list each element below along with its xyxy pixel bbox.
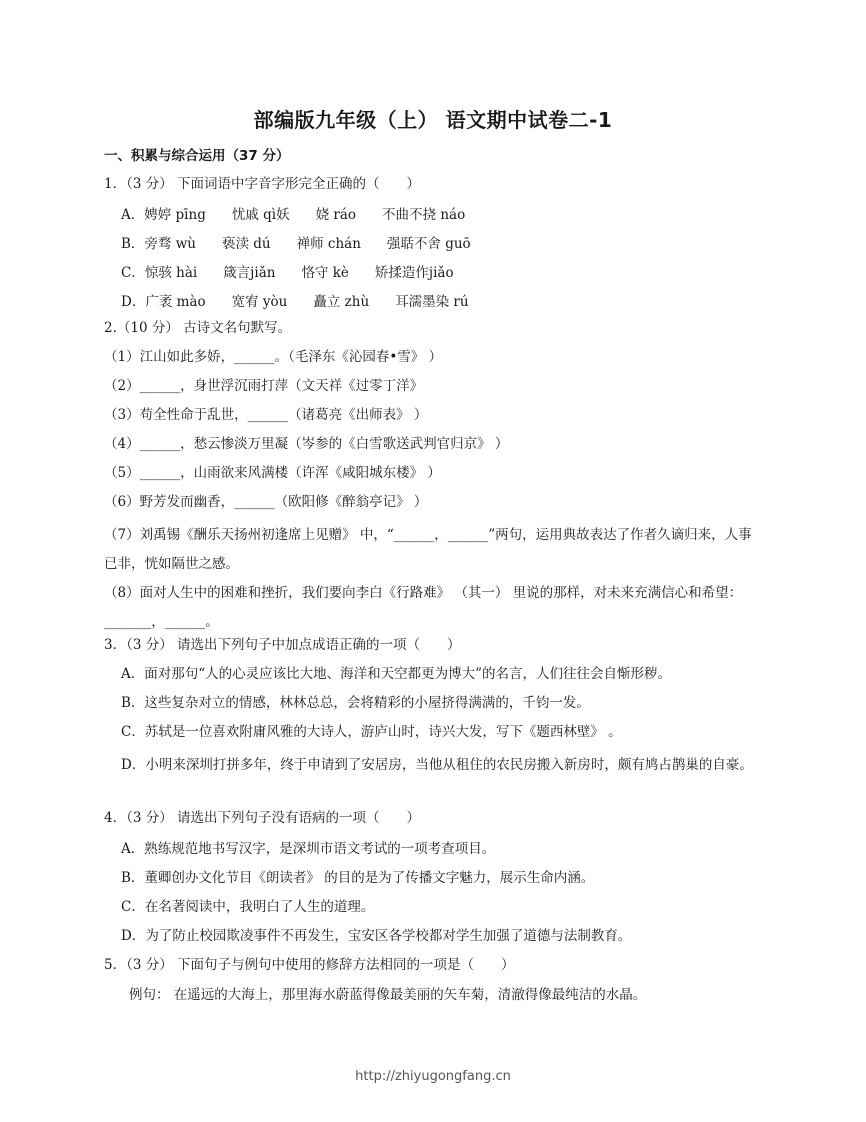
q2-item-1: （1）江山如此多娇，______。（毛泽东《沁园春•雪》 ） [104, 349, 443, 365]
q2-item-5: （5）______，山雨欲来风满楼（许浑《咸阳城东楼》 ） [104, 465, 441, 481]
question-4-stem: 4．（3 分） 请选出下列句子没有语病的一项（ ） [104, 810, 421, 826]
q4-option-a: A．熟练规范地书写汉字，是深圳市语文考试的一项考查项目。 [121, 841, 496, 857]
question-2-stem: 2.（10 分） 古诗文名句默写。 [104, 320, 292, 336]
question-3-stem: 3．（3 分） 请选出下列句子中加点成语正确的一项（ ） [104, 637, 461, 653]
section-heading: 一、积累与综合运用（37 分） [104, 148, 290, 164]
q1-option-d: D．广袤 mào 宽宥 yòu 矗立 zhù 耳濡墨染 rú [121, 294, 469, 310]
q4-option-b: B．董卿创办文化节目《朗读者》 的目的是为了传播文字魅力，展示生命内涵。 [121, 870, 595, 886]
q2-item-6: （6）野芳发而幽香，______（欧阳修《醉翁亭记》 ） [104, 494, 428, 510]
q2-item-7: （7）刘禹锡《酬乐天扬州初逢席上见赠》 中，“______，______”两句，运用典故表达了作者久谪归来，人事已非，恍如隔世之感。 [104, 527, 752, 572]
q1-option-a: A．娉婷 pīng 忧戚 qì妖 娆 ráo 不曲不挠 náo [121, 207, 466, 223]
q1-option-c: C．惊骇 hài 箴言jiǎn 恪守 kè 矫揉造作jiǎo [121, 265, 454, 281]
q2-item-4: （4）______，愁云惨淡万里凝（岑参的《白雪歌送武判官归京》 ） [104, 436, 509, 452]
q4-option-c: C．在名著阅读中，我明白了人生的道理。 [121, 899, 375, 915]
q2-item-2: （2）______，身世浮沉雨打萍（文天祥《过零丁洋》 [104, 378, 424, 394]
question-1-stem: 1．（3 分） 下面词语中字音字形完全正确的（ ） [104, 176, 421, 192]
q1-option-b: B．旁骛 wù 亵渎 dú 禅师 chán 强聒不舍 guō [121, 236, 471, 252]
q3-option-b: B．这些复杂对立的情感，林林总总，会将精彩的小屋挤得满满的，千钧一发。 [121, 695, 590, 711]
footer-url: http://zhiyugongfang.cn [355, 1069, 511, 1084]
q5-example: 例句： 在遥远的大海上，那里海水蔚蓝得像最美丽的矢车菊，清澈得像最纯洁的水晶。 [129, 987, 647, 1003]
question-5-stem: 5．（3 分） 下面句子与例句中使用的修辞方法相同的一项是（ ） [104, 957, 515, 973]
q3-option-d: D．小明来深圳打拼多年，终于申请到了安居房，当他从租住的农民房搬入新房时，颇有鸠占鹊巢的自豪。 [121, 757, 753, 773]
q4-option-d: D．为了防止校园欺凌事件不再发生，宝安区各学校都对学生加强了道德与法制教育。 [121, 928, 632, 944]
q3-option-c: C．苏轼是一位喜欢附庸风雅的大诗人，游庐山时，诗兴大发，写下《题西林壁》 。 [121, 724, 622, 740]
q2-item-8: （8）面对人生中的困难和挫折，我们要向李白《行路难》 （其一） 里说的那样，对未来充满信心和希望：_______，______。 [104, 585, 743, 630]
q2-item-3: （3）苟全性命于乱世，______（诸葛亮《出师表》 ） [104, 407, 428, 423]
q3-option-a: A．面对那句“人的心灵应该比大地、海洋和天空都更为博大”的名言，人们往往会自惭形秽。 [121, 666, 672, 682]
exam-title: 部编版九年级（上） 语文期中试卷二-1 [253, 108, 613, 132]
